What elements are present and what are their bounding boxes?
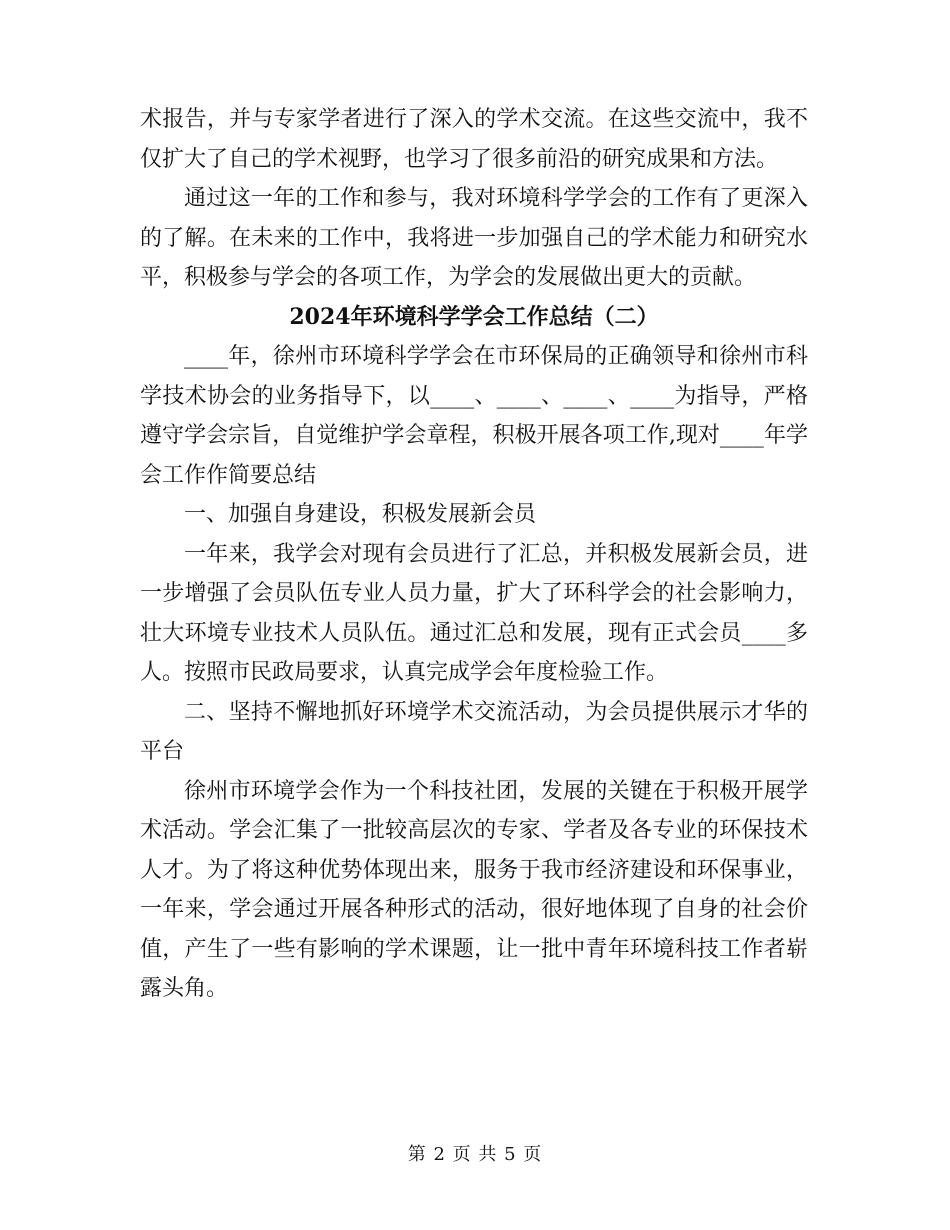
paragraph-activities: 徐州市环境学会作为一个科技社团，发展的关键在于积极开展学术活动。学会汇集了一批较高层次的专家、学者及各专业的环保技术人才。为了将这种优势体现出来，服务于我市经济建设和环保事业，一年来，学会通过开展各种形式的活动，很好地体现了自身的社会价值，产生了一些有影响的学术课题，让一批中青年环境科技工作者崭露头角。: [140, 778, 808, 1001]
heading-section-two: 二、坚持不懈地抓好环境学术交流活动，为会员提供展示才华的平台: [140, 699, 808, 764]
paragraph-summary: 通过这一年的工作和参与，我对环境科学学会的工作有了更深入的了解。在未来的工作中，我将进一步加强自己的学术能力和研究水平，积极参与学会的各项工作，为学会的发展做出更大的贡献。: [140, 186, 808, 290]
paragraph-continued: 术报告，并与专家学者进行了深入的学术交流。在这些交流中，我不仅扩大了自己的学术视野，也学习了很多前沿的研究成果和方法。: [140, 107, 808, 172]
document-body: [140, 100, 808, 1009]
paragraph-members: 一年来，我学会对现有会员进行了汇总，并积极发展新会员，进一步增强了会员队伍专业人员力量，扩大了环科学会的社会影响力，壮大环境专业技术人员队伍。通过汇总和发展，现有正式会员____多人。按照市民政局要求，认真完成学会年度检验工作。: [140, 541, 808, 685]
page-number: 第 2 页 共 5 页: [407, 1144, 543, 1165]
heading-section-one: 一、加强自身建设，积极发展新会员: [184, 502, 537, 527]
paragraph-intro: ____年，徐州市环境科学学会在市环保局的正确领导和徐州市科学技术协会的业务指导下，以____、____、____、____为指导，严格遵守学会宗旨，自觉维护学会章程，积极开展各项工作,现对____年学会工作作简要总结: [140, 344, 808, 488]
section-title: 2024年环境科学学会工作总结（二）: [289, 303, 659, 330]
